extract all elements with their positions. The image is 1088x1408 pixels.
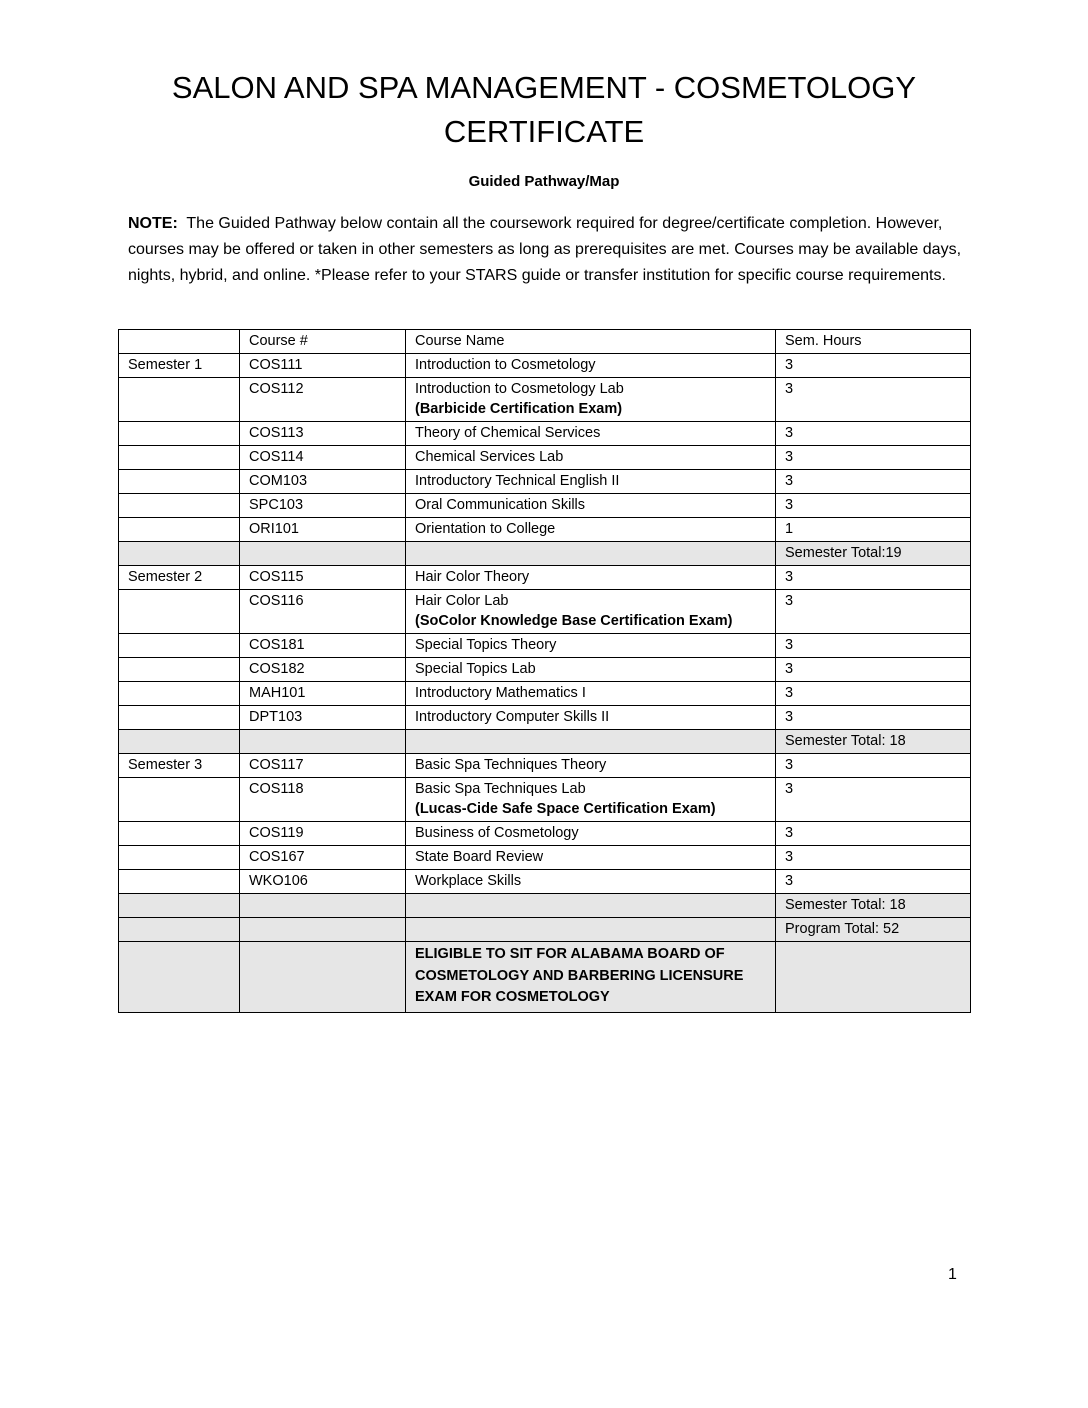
course-number-cell: ORI101 bbox=[240, 518, 406, 542]
title-line-1: SALON AND SPA MANAGEMENT - COSMETOLOGY bbox=[171, 70, 917, 105]
note-paragraph bbox=[128, 211, 968, 289]
sem-hours-cell: 3 bbox=[776, 822, 971, 846]
semester-cell bbox=[119, 518, 240, 542]
course-name-text: Special Topics Lab bbox=[415, 661, 536, 677]
course-number-cell: COS113 bbox=[240, 422, 406, 446]
course-row bbox=[119, 446, 971, 470]
sem-hours-cell: 3 bbox=[776, 870, 971, 894]
course-number-cell: COS111 bbox=[240, 354, 406, 378]
course-row bbox=[119, 778, 971, 822]
course-name-text: Basic Spa Techniques Theory bbox=[415, 757, 607, 773]
course-name-text: Hair Color Lab bbox=[415, 593, 509, 609]
sem-hours-cell: 1 bbox=[776, 518, 971, 542]
header-course-name: Course Name bbox=[406, 330, 776, 354]
semester-cell bbox=[119, 542, 240, 566]
course-name-cell bbox=[406, 822, 776, 846]
course-name-cell bbox=[406, 566, 776, 590]
sem-hours-cell: 3 bbox=[776, 682, 971, 706]
semester-cell bbox=[119, 470, 240, 494]
page-number: 1 bbox=[948, 1266, 957, 1283]
course-row bbox=[119, 494, 971, 518]
course-name-cell bbox=[406, 446, 776, 470]
title-line-2: CERTIFICATE bbox=[443, 114, 645, 149]
course-name-cell bbox=[406, 634, 776, 658]
sem-hours-cell: 3 bbox=[776, 634, 971, 658]
sem-hours-cell: 3 bbox=[776, 658, 971, 682]
semester-cell bbox=[119, 378, 240, 422]
course-name-text: Introductory Technical English II bbox=[415, 473, 620, 489]
sem-hours-cell: 3 bbox=[776, 846, 971, 870]
course-number-cell: SPC103 bbox=[240, 494, 406, 518]
sem-hours-cell: 3 bbox=[776, 470, 971, 494]
semester-cell: Semester 3 bbox=[119, 754, 240, 778]
header-sem-hours: Sem. Hours bbox=[776, 330, 971, 354]
course-name-cell bbox=[406, 730, 776, 754]
document-title bbox=[0, 66, 1088, 154]
course-row bbox=[119, 754, 971, 778]
total-row bbox=[119, 730, 971, 754]
course-name-text: Business of Cosmetology bbox=[415, 825, 579, 841]
course-number-cell: COS167 bbox=[240, 846, 406, 870]
semester-cell bbox=[119, 634, 240, 658]
sem-hours-cell: Semester Total: 18 bbox=[776, 894, 971, 918]
licensure-empty-cell bbox=[119, 942, 240, 1013]
licensure-row bbox=[119, 942, 971, 1013]
course-number-cell: COS117 bbox=[240, 754, 406, 778]
sem-hours-cell: Semester Total:19 bbox=[776, 542, 971, 566]
total-row bbox=[119, 918, 971, 942]
semester-cell bbox=[119, 658, 240, 682]
licensure-empty-cell bbox=[776, 942, 971, 1013]
course-number-cell: DPT103 bbox=[240, 706, 406, 730]
course-name-cell bbox=[406, 778, 776, 822]
course-row bbox=[119, 706, 971, 730]
course-name-cell bbox=[406, 706, 776, 730]
sem-hours-cell: 3 bbox=[776, 566, 971, 590]
course-name-text: Introduction to Cosmetology bbox=[415, 357, 596, 373]
course-row bbox=[119, 378, 971, 422]
course-number-cell: COS181 bbox=[240, 634, 406, 658]
sem-hours-cell: 3 bbox=[776, 378, 971, 422]
course-name-text: Introduction to Cosmetology Lab bbox=[415, 381, 624, 397]
note-label: NOTE: bbox=[128, 215, 178, 232]
course-number-cell bbox=[240, 918, 406, 942]
course-number-cell: COS182 bbox=[240, 658, 406, 682]
course-row bbox=[119, 470, 971, 494]
course-row bbox=[119, 566, 971, 590]
sem-hours-cell: 3 bbox=[776, 590, 971, 634]
sem-hours-cell: Program Total: 52 bbox=[776, 918, 971, 942]
course-number-cell bbox=[240, 542, 406, 566]
sem-hours-cell: 3 bbox=[776, 706, 971, 730]
course-name-text: Special Topics Theory bbox=[415, 637, 557, 653]
course-name-text: Chemical Services Lab bbox=[415, 449, 564, 465]
certification-exam-text: (SoColor Knowledge Base Certification Exam) bbox=[415, 613, 733, 629]
sem-hours-cell: 3 bbox=[776, 494, 971, 518]
course-name-cell bbox=[406, 846, 776, 870]
sem-hours-cell: Semester Total: 18 bbox=[776, 730, 971, 754]
semester-cell bbox=[119, 682, 240, 706]
course-row bbox=[119, 846, 971, 870]
semester-cell bbox=[119, 822, 240, 846]
semester-cell bbox=[119, 422, 240, 446]
course-name-cell bbox=[406, 542, 776, 566]
course-number-cell: COS112 bbox=[240, 378, 406, 422]
pathway-table-body bbox=[119, 354, 971, 942]
sem-hours-cell: 3 bbox=[776, 422, 971, 446]
course-name-cell bbox=[406, 494, 776, 518]
table-header-row bbox=[119, 330, 971, 354]
semester-cell bbox=[119, 870, 240, 894]
licensure-note: ELIGIBLE TO SIT FOR ALABAMA BOARD OF COSMETOLOGY AND BARBERING LICENSURE EXAM FOR COSMETOLOGY bbox=[406, 942, 776, 1013]
licensure-empty-cell bbox=[240, 942, 406, 1013]
course-row bbox=[119, 634, 971, 658]
total-row bbox=[119, 894, 971, 918]
sem-hours-cell: 3 bbox=[776, 446, 971, 470]
course-row bbox=[119, 822, 971, 846]
course-row bbox=[119, 422, 971, 446]
semester-cell bbox=[119, 590, 240, 634]
course-number-cell bbox=[240, 730, 406, 754]
certification-exam-text: (Lucas-Cide Safe Space Certification Exam) bbox=[415, 801, 716, 817]
course-name-cell bbox=[406, 918, 776, 942]
course-row bbox=[119, 658, 971, 682]
course-number-cell: MAH101 bbox=[240, 682, 406, 706]
course-row bbox=[119, 590, 971, 634]
certification-exam-text: (Barbicide Certification Exam) bbox=[415, 401, 623, 417]
course-name-text: Theory of Chemical Services bbox=[415, 425, 601, 441]
course-number-cell: COS118 bbox=[240, 778, 406, 822]
course-row bbox=[119, 870, 971, 894]
semester-cell: Semester 2 bbox=[119, 566, 240, 590]
course-name-cell bbox=[406, 870, 776, 894]
course-number-cell: COS114 bbox=[240, 446, 406, 470]
course-name-cell bbox=[406, 518, 776, 542]
course-number-cell: COM103 bbox=[240, 470, 406, 494]
course-name-text: Workplace Skills bbox=[415, 873, 522, 889]
header-course-number: Course # bbox=[240, 330, 406, 354]
semester-cell bbox=[119, 494, 240, 518]
course-name-cell bbox=[406, 682, 776, 706]
course-number-cell: COS119 bbox=[240, 822, 406, 846]
course-name-text: Basic Spa Techniques Lab bbox=[415, 781, 586, 797]
course-name-cell bbox=[406, 470, 776, 494]
course-name-cell bbox=[406, 590, 776, 634]
note-text: The Guided Pathway below contain all the coursework required for degree/certificate completion. However, courses may be offered or taken in other semesters as long as prerequisites are met. Courses may be available days, nights, hybrid, and online. *Please refer to your STARS guide or transfer institution for specific course requirements. bbox=[128, 215, 962, 284]
course-name-text: Hair Color Theory bbox=[415, 569, 530, 585]
course-number-cell: WKO106 bbox=[240, 870, 406, 894]
semester-cell: Semester 1 bbox=[119, 354, 240, 378]
course-name-text: Orientation to College bbox=[415, 521, 556, 537]
semester-cell bbox=[119, 846, 240, 870]
document-subtitle: Guided Pathway/Map bbox=[468, 173, 620, 190]
semester-cell bbox=[119, 706, 240, 730]
sem-hours-cell: 3 bbox=[776, 354, 971, 378]
sem-hours-cell: 3 bbox=[776, 778, 971, 822]
course-row bbox=[119, 354, 971, 378]
course-name-text: State Board Review bbox=[415, 849, 544, 865]
course-number-cell bbox=[240, 894, 406, 918]
pathway-table bbox=[118, 329, 971, 1013]
course-name-cell bbox=[406, 894, 776, 918]
header-semester bbox=[119, 330, 240, 354]
sem-hours-cell: 3 bbox=[776, 754, 971, 778]
course-row bbox=[119, 518, 971, 542]
course-name-cell bbox=[406, 422, 776, 446]
course-name-text: Introductory Computer Skills II bbox=[415, 709, 610, 725]
course-name-cell bbox=[406, 658, 776, 682]
semester-cell bbox=[119, 894, 240, 918]
semester-cell bbox=[119, 778, 240, 822]
total-row bbox=[119, 542, 971, 566]
course-row bbox=[119, 682, 971, 706]
course-number-cell: COS115 bbox=[240, 566, 406, 590]
course-name-cell bbox=[406, 378, 776, 422]
semester-cell bbox=[119, 918, 240, 942]
course-name-text: Oral Communication Skills bbox=[415, 497, 586, 513]
course-name-cell bbox=[406, 354, 776, 378]
semester-cell bbox=[119, 446, 240, 470]
course-name-cell bbox=[406, 754, 776, 778]
course-name-text: Introductory Mathematics I bbox=[415, 685, 586, 701]
semester-cell bbox=[119, 730, 240, 754]
course-number-cell: COS116 bbox=[240, 590, 406, 634]
